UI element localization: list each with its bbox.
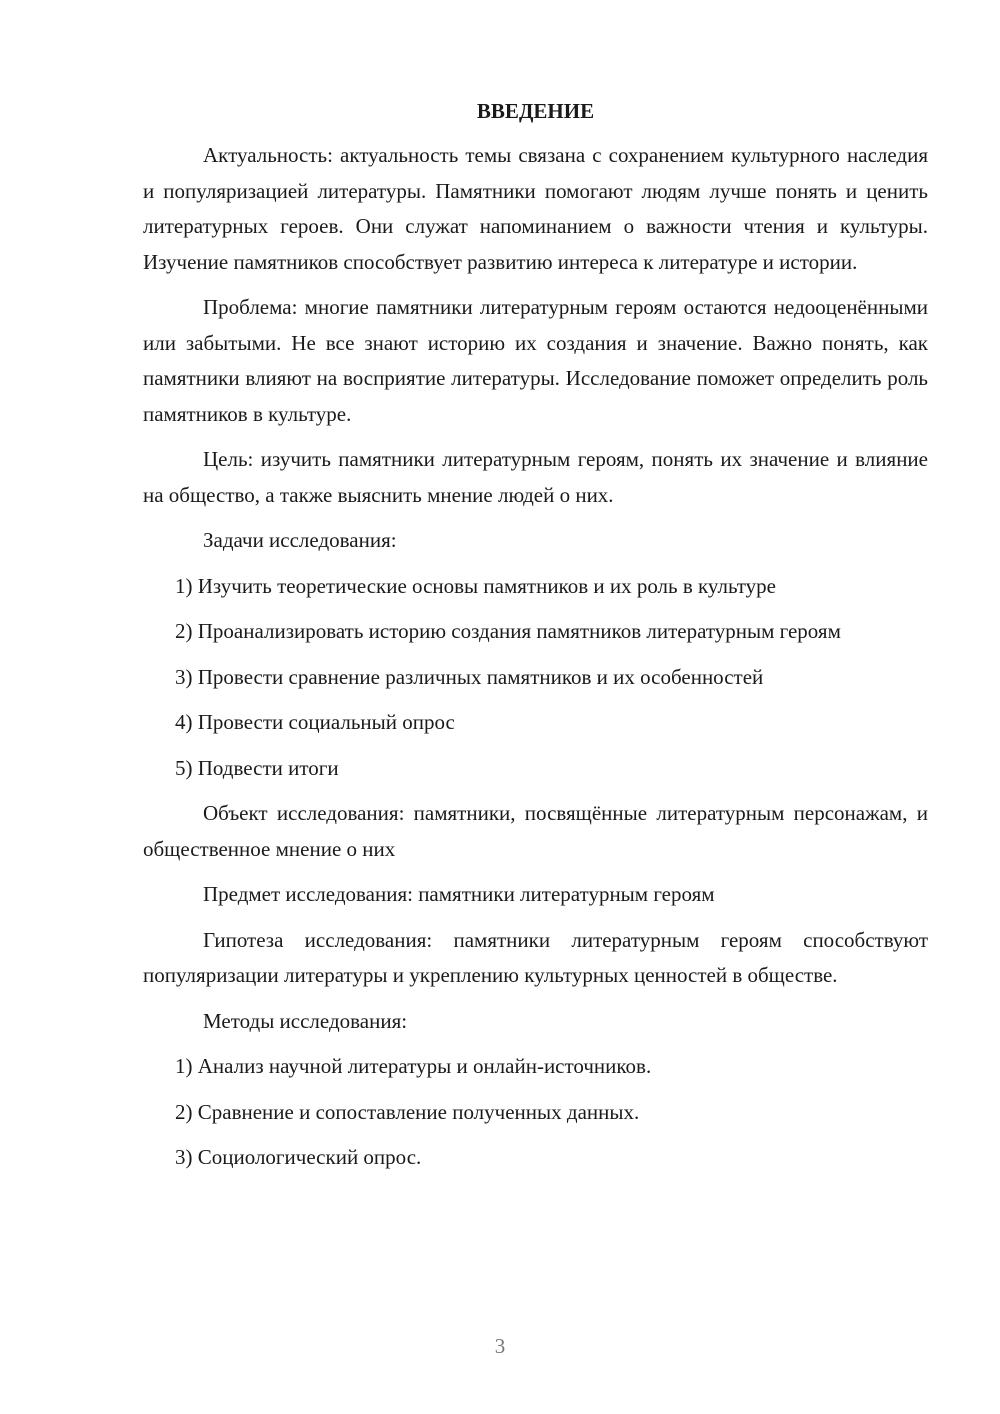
document-page: [143, 96, 928, 1186]
method-item: 1) Анализ научной литературы и онлайн-источников.: [175, 1054, 652, 1078]
task-item: 1) Изучить теоретические основы памятников и их роль в культуре: [175, 573, 776, 598]
goal-paragraph: Цель: изучить памятники литературным героям, понять их значение и влияние на общество, а также выяснить мнение людей о них.: [143, 447, 928, 507]
methods-heading: Методы исследования:: [203, 1008, 408, 1033]
task-item: 5) Подвести итоги: [175, 755, 339, 780]
task-item: 4) Провести социальный опрос: [175, 710, 455, 734]
object-paragraph: Объект исследования: памятники, посвящённые литературным персонажам, и общественное мнение о них: [143, 801, 928, 861]
task-item: 3) Провести сравнение различных памятников и их особенностей: [175, 664, 764, 689]
page-number: 3: [494, 1334, 506, 1358]
subject-paragraph: Предмет исследования: памятники литературным героям: [203, 882, 715, 906]
hypothesis-paragraph: Гипотеза исследования: памятники литературным героям способствуют популяризации литературы и укреплению культурных ценностей в обществе.: [143, 927, 928, 987]
section-title: ВВЕДЕНИЕ: [476, 99, 595, 123]
problem-paragraph: Проблема: многие памятники литературным героям остаются недооценёнными или забытыми. Не все знают историю их создания и значение. Важно понять, как памятники влияют на восприятие литературы. Исследование поможет определить роль памятников в культуре.: [143, 295, 928, 426]
task-item: 2) Проанализировать историю создания памятников литературным героям: [175, 619, 841, 643]
method-item: 2) Сравнение и сопоставление полученных данных.: [175, 1099, 640, 1124]
relevance-paragraph: Актуальность: актуальность темы связана с сохранением культурного наследия и популяризацией литературы. Памятники помогают людям лучше понять и ценить литературных героев. Они служат напоминанием о важности чтения и культуры. Изучение памятников способствует развитию интереса к литературе и истории.: [143, 143, 928, 274]
method-item: 3) Социологический опрос.: [175, 1145, 422, 1169]
tasks-heading: Задачи исследования:: [203, 528, 397, 552]
